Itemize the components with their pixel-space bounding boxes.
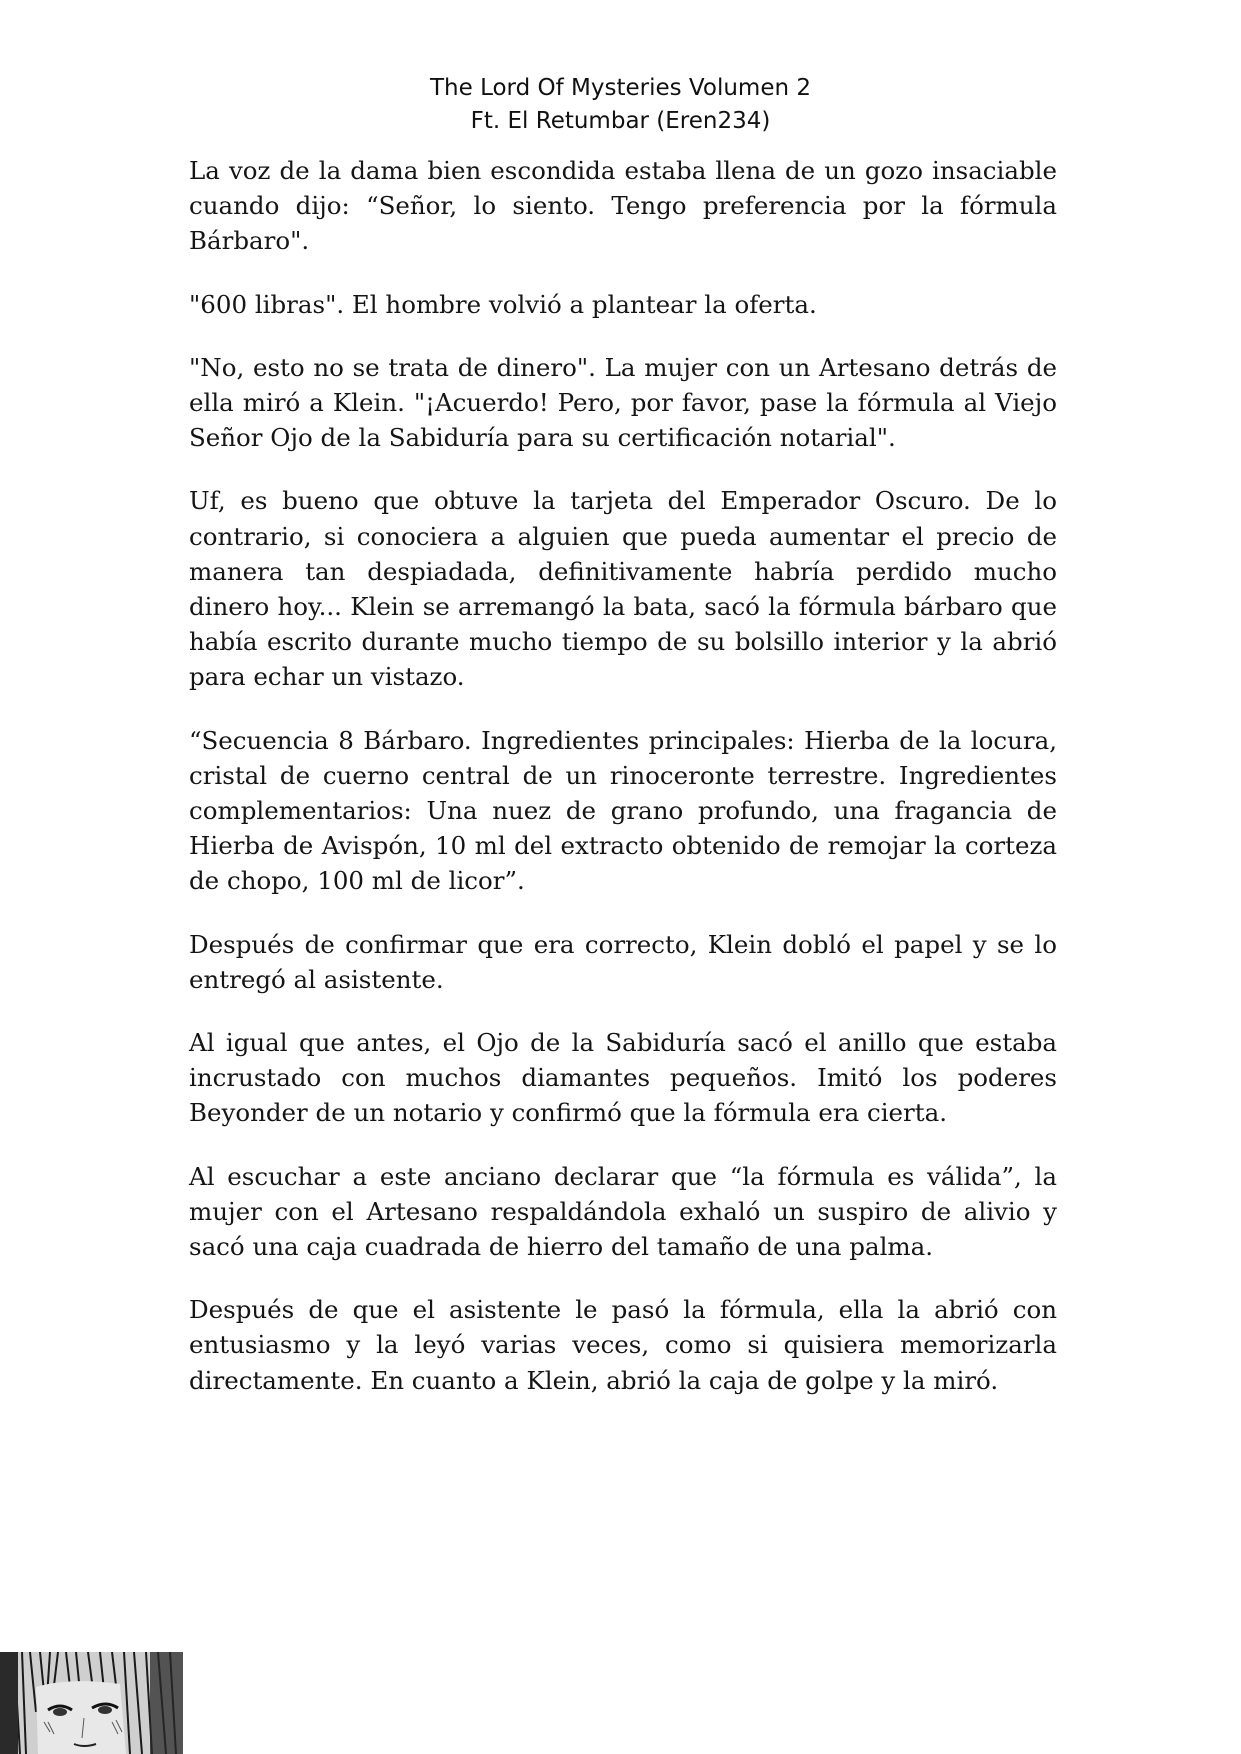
paragraph: Después de confirmar que era correcto, Klein dobló el papel y se lo entregó al asistente. — [189, 929, 1057, 994]
paragraph: Al igual que antes, el Ojo de la Sabiduría sacó el anillo que estaba incrustado con muchos diamantes pequeños. Imitó los poderes Beyonder de un notario y confirmó que la fórmula era cierta. — [189, 1028, 1057, 1128]
document-subtitle: Ft. El Retumbar (Eren234) — [470, 108, 771, 134]
paragraph: “Secuencia 8 Bárbaro. Ingredientes principales: Hierba de la locura, cristal de cuerno central de un rinoceronte terrestre. Ingredientes complementarios: Una nuez de grano profundo, una fragancia de Hierba de Avispón, 10 ml del extracto obtenido de remojar la corteza de chopo, 100 ml de licor”. — [189, 725, 1057, 896]
paragraph: Uf, es bueno que obtuve la tarjeta del Emperador Oscuro. De lo contrario, si conociera a alguien que pueda aumentar el precio de manera tan despiadada, definitivamente habría perdido mucho dinero hoy... Klein se arremangó la bata, sacó la fórmula bárbaro que había escrito durante mucho tiempo de su bolsillo interior y la abrió para echar un vistazo. — [189, 486, 1057, 692]
document-body — [189, 153, 1057, 1426]
paragraph: Al escuchar a este anciano declarar que “la fórmula es válida”, la mujer con el Artesano respaldándola exhaló un suspiro de alivio y sacó una caja cuadrada de hierro del tamaño de una palma. — [189, 1161, 1057, 1262]
manga-portrait-image — [0, 1652, 183, 1754]
paragraph: "No, esto no se trata de dinero". La mujer con un Artesano detrás de ella miró a Klein. "¡Acuerdo! Pero, por favor, pase la fórmula al Viejo Señor Ojo de la Sabiduría para su certificación notarial". — [189, 352, 1057, 453]
paragraph: "600 libras". El hombre volvió a plantear la oferta. — [189, 289, 817, 319]
page-header — [0, 72, 1241, 138]
document-title: The Lord Of Mysteries Volumen 2 — [429, 75, 811, 101]
paragraph: Después de que el asistente le pasó la fórmula, ella la abrió con entusiasmo y la leyó varias veces, como si quisiera memorizarla directamente. En cuanto a Klein, abrió la caja de golpe y la miró. — [189, 1295, 1057, 1395]
paragraph: La voz de la dama bien escondida estaba llena de un gozo insaciable cuando dijo: “Señor, lo siento. Tengo preferencia por la fórmula Bárbaro". — [189, 156, 1057, 256]
